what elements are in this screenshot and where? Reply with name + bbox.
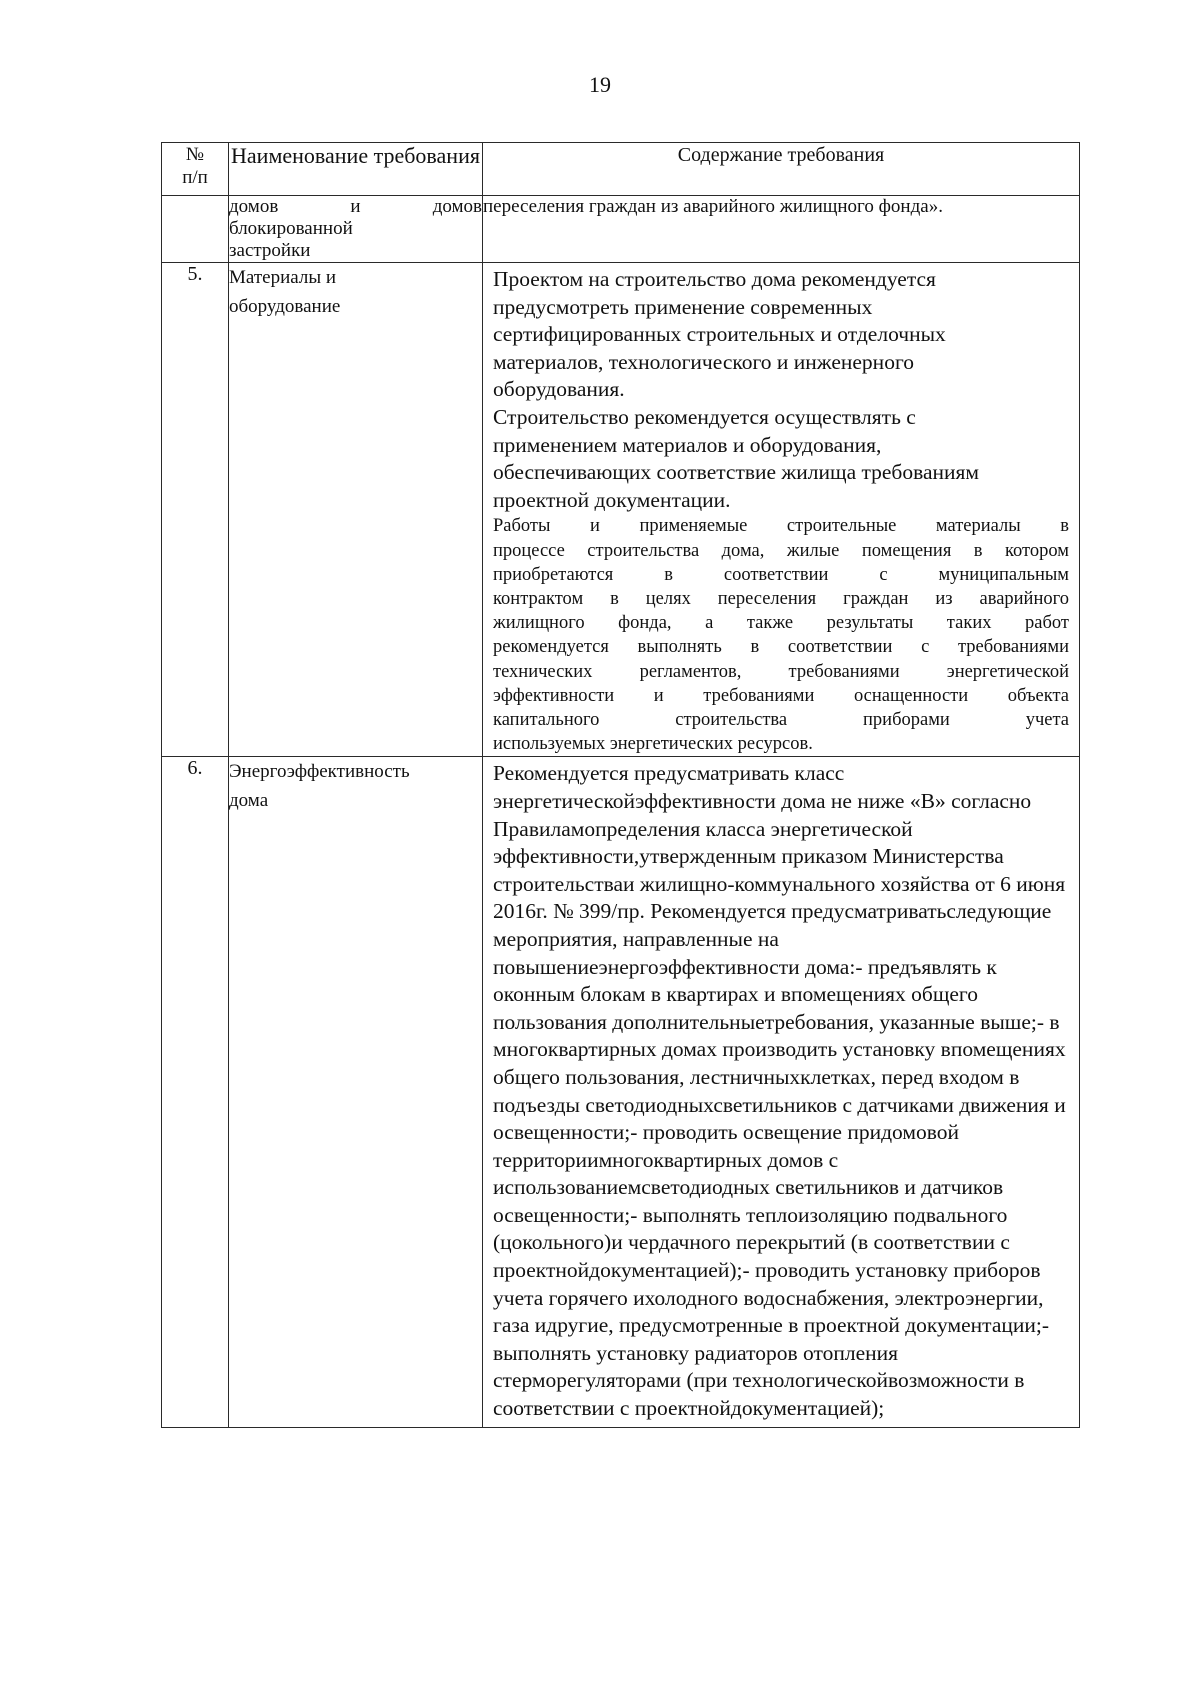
text-line: Проектом на строительство дома рекомендуется <box>493 267 936 291</box>
text-line: эффективности дома не ниже «B» согласно Правилам <box>493 788 1032 841</box>
text-line: сертифицированных строительных и отделочных <box>493 322 946 347</box>
text-line: Строительство рекомендуется осуществлять с <box>493 404 916 429</box>
text-line: помещениях общего пользования дополнительные <box>493 982 978 1034</box>
cell-num-empty <box>162 196 229 263</box>
name-line-1: Материалы и <box>229 267 337 288</box>
cell-name-energy <box>229 757 483 1427</box>
text-line: помещениях общего пользования, лестничных <box>493 1037 1066 1089</box>
text-line: предусмотреть применение современных <box>493 294 873 319</box>
text-line: - проводить установку приборов учета горячего и <box>493 1258 1041 1310</box>
name-line-2: блокированной <box>229 218 353 239</box>
cell-content-materials <box>483 263 1080 757</box>
text-line: и жилищно-коммунального хозяйства от 6 июня 2016 <box>493 871 1066 924</box>
paragraph-1 <box>483 263 1079 404</box>
text-line: применением материалов и оборудования, <box>493 432 882 457</box>
text-line: клетках, перед входом в подъезды светодиодных <box>493 1064 1020 1117</box>
text-line: утвержденным приказом Министерства строительства <box>493 844 1004 896</box>
text-line: - выполнять установку радиаторов отопления с <box>493 1313 1050 1393</box>
text-line: другие, предусмотренные в проектной документации; <box>546 1313 1042 1338</box>
text-line: - предъявлять к оконным блокам в квартирах и в <box>493 954 997 1007</box>
name-line-1: Энергоэффективность <box>229 761 410 783</box>
text-line: возможности в соответствии с проектной <box>493 1368 1025 1421</box>
row-number: 6. <box>162 757 229 1427</box>
text-line: документацией); <box>589 1258 743 1283</box>
text-line: приобретаются в соответствии с муниципальным <box>493 564 1069 585</box>
paragraph-2 <box>483 404 1079 514</box>
text-line: холодного водоснабжения, электроэнергии, газа и <box>493 1285 1044 1338</box>
cell-name-materials <box>229 263 483 757</box>
text-line: - в многоквартирных домах производить установку в <box>493 1009 1060 1062</box>
text-line: обеспечивающих соответствие жилища требованиям <box>493 460 980 485</box>
text-line: определения класса энергетической эффективности, <box>493 816 913 869</box>
text-line: энергоэффективности дома: <box>598 954 856 979</box>
name-line-1: домов и домов <box>229 196 483 217</box>
text-line: светодиодных светильников и датчиков освещенности; <box>493 1175 1004 1227</box>
cell-content-continuation: переселения граждан из аварийного жилищного фонда». <box>483 196 1080 263</box>
text-line: оборудования. <box>493 377 625 402</box>
text-line: требования, указанные выше; <box>764 1009 1037 1034</box>
text-line: используемых энергетических ресурсов. <box>493 734 813 755</box>
text-line: контрактом в целях переселения граждан из аварийного <box>493 588 1069 609</box>
text-line: многоквартирных домов с использованием <box>493 1147 839 1200</box>
text-line: - выполнять теплоизоляцию подвального (цокольного) <box>493 1202 1008 1255</box>
table-header-row <box>162 143 1080 196</box>
text-line: светильников с датчиками движения и освещенности; <box>493 1092 1066 1145</box>
text-line: г. № 399/пр. Рекомендуется предусматривать <box>536 899 947 924</box>
name-line-2: дома <box>229 790 269 812</box>
requirements-table <box>161 142 1080 1428</box>
table-row-6 <box>162 757 1080 1427</box>
paragraph-3 <box>483 514 1079 756</box>
text-line: жилищного фонда, а также результаты таких работ <box>493 613 1069 634</box>
text-line: терморегуляторами (при технологической <box>502 1368 888 1393</box>
text-line: - проводить освещение придомовой территории <box>493 1120 959 1172</box>
text-line: документацией); <box>730 1396 885 1421</box>
cell-content-energy <box>483 757 1080 1427</box>
header-content: Содержание требования <box>483 143 1080 196</box>
energy-text-block <box>483 757 1079 1426</box>
text-line: Рекомендуется предусматривать класс энергетической <box>493 761 845 813</box>
text-line: рекомендуется выполнять в соответствии с требованиями <box>493 637 1069 658</box>
text-line: технических регламентов, требованиями энергетической <box>493 661 1069 682</box>
cell-name-continuation <box>229 196 483 263</box>
text-line: процессе строительства дома, жилые помещения в котором <box>493 540 1069 561</box>
text-line: материалов, технологического и инженерного <box>493 349 914 374</box>
text-line: эффективности и требованиями оснащенности объекта <box>493 685 1069 706</box>
text-line: проектной документации. <box>493 487 731 512</box>
text-line: капитального строительства приборами учета <box>493 709 1069 730</box>
text-line: и чердачного перекрытий (в соответствии с проектной <box>493 1230 1010 1283</box>
name-line-2: оборудование <box>229 296 341 317</box>
row-number: 5. <box>162 263 229 757</box>
page-number: 19 <box>589 72 611 97</box>
table-row-continuation <box>162 196 1080 263</box>
text-line: Работы и применяемые строительные материалы в <box>493 516 1069 537</box>
name-line-3: застройки <box>229 240 311 261</box>
text-line: следующие мероприятия, направленные на повышение <box>493 899 1052 979</box>
header-num: № п/п <box>162 143 229 196</box>
table-row-5 <box>162 263 1080 757</box>
header-name: Наименование требования <box>229 143 483 196</box>
